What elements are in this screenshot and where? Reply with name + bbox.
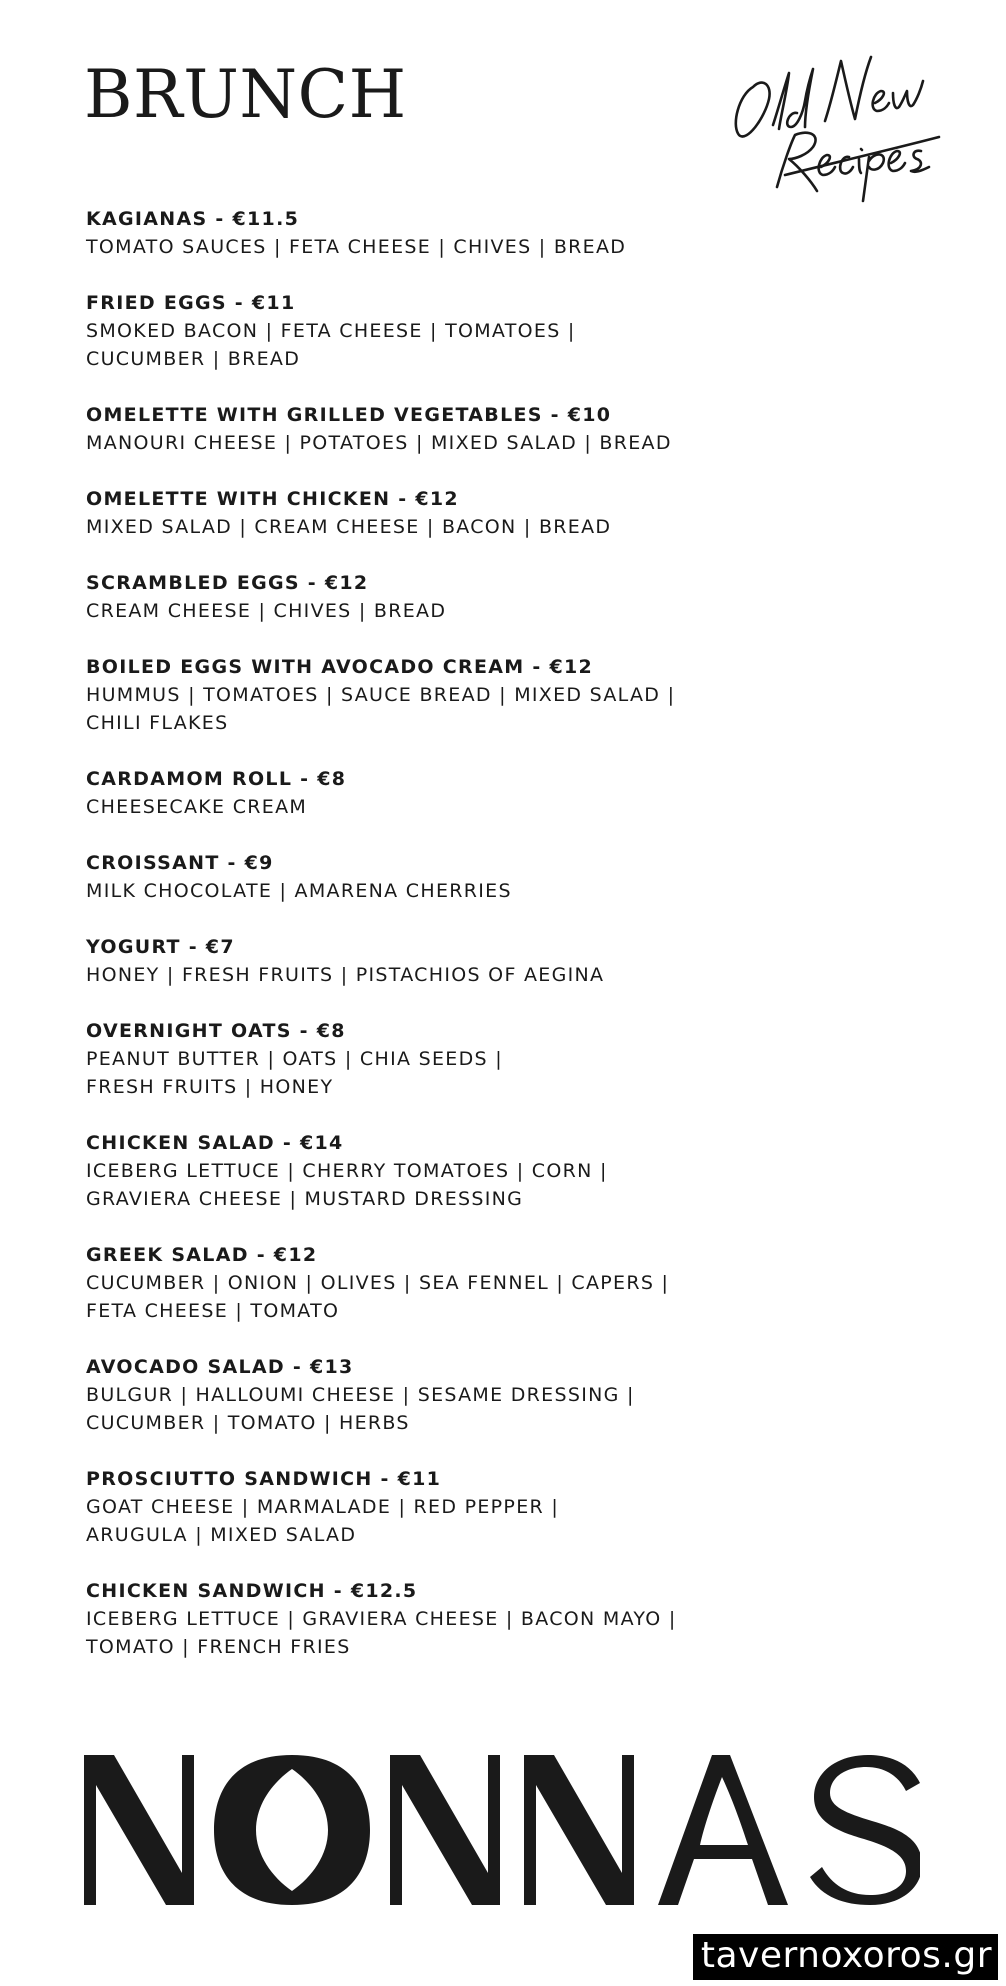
menu-item	[86, 1017, 966, 1101]
menu-item-description-line: MILK CHOCOLATE | AMARENA CHERRIES	[86, 880, 512, 902]
menu-item-description-line: CUCUMBER | TOMATO | HERBS	[86, 1412, 410, 1434]
menu-item-description-line: SMOKED BACON | FETA CHEESE | TOMATOES |	[86, 320, 576, 342]
menu-item-description-line: CUCUMBER | ONION | OLIVES | SEA FENNEL | CAPERS |	[86, 1272, 670, 1294]
menu-item-description	[86, 513, 966, 541]
menu-item-description	[86, 1493, 966, 1549]
menu-item-description-line: CUCUMBER | BREAD	[86, 348, 301, 370]
page-title: BRUNCH	[84, 56, 407, 133]
menu-item-description	[86, 317, 966, 373]
menu-item	[86, 1129, 966, 1213]
menu-item-name: OMELETTE WITH CHICKEN - €12	[86, 488, 459, 510]
menu-item-description	[86, 233, 966, 261]
menu-item-description	[86, 1045, 966, 1101]
menu-item	[86, 933, 966, 989]
menu-item-name: YOGURT - €7	[86, 936, 235, 958]
menu-item-description-line: TOMATO SAUCES | FETA CHEESE | CHIVES | BREAD	[86, 236, 627, 258]
menu-item-description-line: MANOURI CHEESE | POTATOES | MIXED SALAD | BREAD	[86, 432, 672, 454]
menu-list	[86, 205, 966, 1689]
menu-item-description	[86, 1157, 966, 1213]
menu-item-description	[86, 961, 966, 989]
menu-item	[86, 653, 966, 737]
menu-item-description-line: PEANUT BUTTER | OATS | CHIA SEEDS |	[86, 1048, 503, 1070]
menu-item-description	[86, 793, 966, 821]
menu-item-description-line: BULGUR | HALLOUMI CHEESE | SESAME DRESSING |	[86, 1384, 635, 1406]
menu-item-name: OMELETTE WITH GRILLED VEGETABLES - €10	[86, 404, 612, 426]
menu-item-name: AVOCADO SALAD - €13	[86, 1356, 354, 1378]
menu-item-description-line: MIXED SALAD | CREAM CHEESE | BACON | BREAD	[86, 516, 612, 538]
brand-wordmark	[84, 1755, 920, 1905]
menu-item-description-line: HONEY | FRESH FRUITS | PISTACHIOS OF AEGINA	[86, 964, 605, 986]
menu-item-description-line: FETA CHEESE | TOMATO	[86, 1300, 340, 1322]
menu-item-description-line: CREAM CHEESE | CHIVES | BREAD	[86, 600, 447, 622]
menu-item-name: BOILED EGGS WITH AVOCADO CREAM - €12	[86, 656, 594, 678]
menu-item	[86, 1577, 966, 1661]
menu-item	[86, 1465, 966, 1549]
menu-item-description	[86, 1605, 966, 1661]
menu-item-name: OVERNIGHT OATS - €8	[86, 1020, 346, 1042]
menu-item-description	[86, 877, 966, 905]
menu-item-description-line: CHEESECAKE CREAM	[86, 796, 308, 818]
signature-scribble	[725, 55, 945, 205]
menu-item	[86, 849, 966, 905]
menu-item-description-line: FRESH FRUITS | HONEY	[86, 1076, 334, 1098]
menu-item-name: CARDAMOM ROLL - €8	[86, 768, 347, 790]
menu-item-description-line: TOMATO | FRENCH FRIES	[86, 1636, 351, 1658]
menu-item	[86, 205, 966, 261]
menu-item-description-line: CHILI FLAKES	[86, 712, 229, 734]
menu-item-name: KAGIANAS - €11.5	[86, 208, 300, 230]
menu-item-name: CHICKEN SANDWICH - €12.5	[86, 1580, 418, 1602]
menu-item-description	[86, 429, 966, 457]
menu-item	[86, 401, 966, 457]
signature-logo	[725, 55, 945, 205]
menu-item-description-line: GRAVIERA CHEESE | MUSTARD DRESSING	[86, 1188, 524, 1210]
menu-item-description-line: GOAT CHEESE | MARMALADE | RED PEPPER |	[86, 1496, 560, 1518]
menu-item-description	[86, 681, 966, 737]
menu-item	[86, 1241, 966, 1325]
menu-item	[86, 485, 966, 541]
menu-item-name: SCRAMBLED EGGS - €12	[86, 572, 369, 594]
menu-item-name: GREEK SALAD - €12	[86, 1244, 318, 1266]
menu-item-description-line: ARUGULA | MIXED SALAD	[86, 1524, 357, 1546]
menu-item-description-line: HUMMUS | TOMATOES | SAUCE BREAD | MIXED SALAD |	[86, 684, 676, 706]
menu-item-description	[86, 1269, 966, 1325]
brand-logo	[84, 1755, 920, 1905]
menu-item-description-line: ICEBERG LETTUCE | CHERRY TOMATOES | CORN |	[86, 1160, 608, 1182]
menu-item-name: FRIED EGGS - €11	[86, 292, 296, 314]
menu-item-name: CROISSANT - €9	[86, 852, 274, 874]
menu-item	[86, 569, 966, 625]
menu-item-description	[86, 597, 966, 625]
menu-item-description-line: ICEBERG LETTUCE | GRAVIERA CHEESE | BACON MAYO |	[86, 1608, 677, 1630]
watermark: tavernoxoros.gr	[693, 1934, 998, 1980]
menu-item-name: PROSCIUTTO SANDWICH - €11	[86, 1468, 442, 1490]
menu-item	[86, 289, 966, 373]
menu-item	[86, 1353, 966, 1437]
menu-item-name: CHICKEN SALAD - €14	[86, 1132, 344, 1154]
menu-item-description	[86, 1381, 966, 1437]
menu-item	[86, 765, 966, 821]
